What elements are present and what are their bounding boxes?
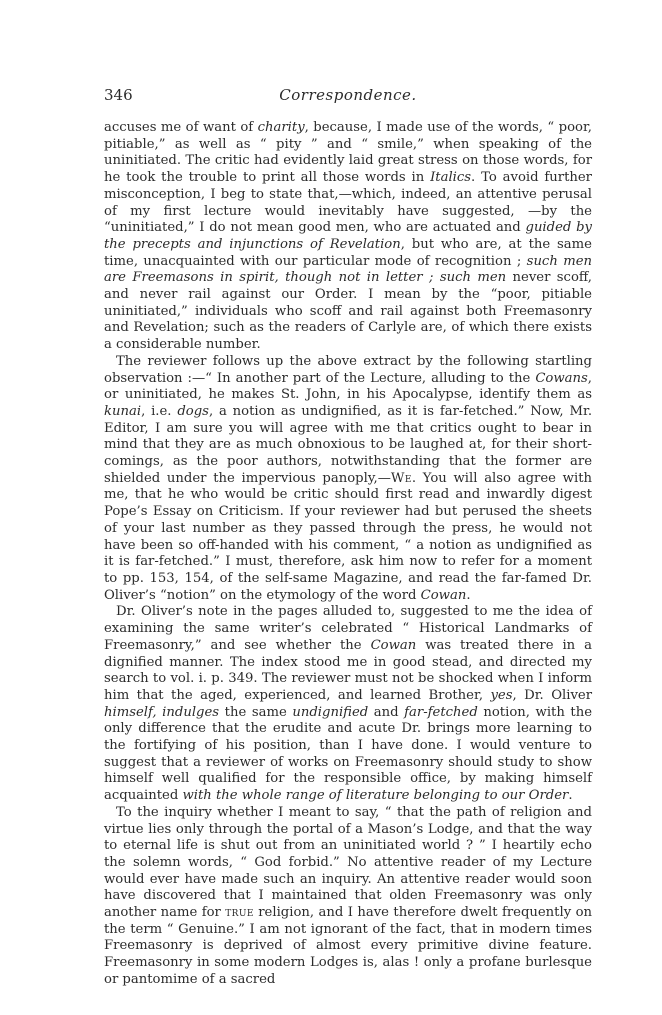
text-run: , because, I made use of the words, “ poor, pitiable,” as well as “ pity ” and “ smile,” when speaking of the uninitiated. The critic had evidently laid great stress on those words, for he took the trouble to print all those words in xyxy=(104,120,592,186)
text-run: , or uninitiated, he makes St. John, in his Apocalypse, identify them as xyxy=(104,370,592,403)
italic-text: Cowan xyxy=(420,587,467,603)
italic-text: undignified xyxy=(292,704,369,720)
italic-text: dogs xyxy=(177,403,209,419)
paragraph xyxy=(104,354,592,605)
small-caps-text: We xyxy=(390,470,412,486)
italic-text: Cowans xyxy=(535,370,588,386)
text-run: , a notion as undignified, as it is far-fetched.” Now, Mr. Editor, I am sure you will agree with me that critics ought to bear in mind that they are as much obnoxious to be laughed at, for their short-comings, as the poor authors, notwithstanding that the former are shielded under the impervious panoply,— xyxy=(104,403,593,486)
page-number: 346 xyxy=(104,86,133,104)
text-run: To the inquiry whether I meant to say, “ that the path of religion and virtue lies only through the portal of a Mason’s Lodge, and that the way to eternal life is shut out from an uninitiated world ? ” I heartily echo the solemn words, “ God forbid.” No attentive reader of my Lecture would ever have made such an inquiry. An attentive reader would soon have discovered that I maintained that olden Freemasonry was only another name for xyxy=(104,804,592,921)
text-run: the same xyxy=(219,704,293,720)
text-run: notion, with the only difference that the erudite and acute Dr. brings more learning to the fortifying of his position, than I have done. I would venture to suggest that a reviewer of works on Freemasonry should study to show himself well qualified for the responsible office, by making himself acquainted xyxy=(104,704,593,804)
body-text xyxy=(104,120,592,989)
text-run: Dr. Oliver’s note in the pages alluded to, suggested to me the idea of examining the same writer’s celebrated “ Historical Landmarks of Freemasonry,” and see whether the xyxy=(104,604,592,653)
paragraph xyxy=(104,120,592,354)
text-run: , Dr. Oliver xyxy=(512,687,592,703)
italic-text: yes xyxy=(490,687,513,703)
text-run: . xyxy=(568,788,573,804)
italic-text: Italics xyxy=(430,170,472,186)
italic-text: with the whole range of literature belonging to our Order xyxy=(182,788,569,804)
paragraph xyxy=(104,604,592,804)
text-run: . xyxy=(466,587,471,603)
text-run: . To avoid further misconception, I beg to state that,—which, indeed, an attentive perusal of my first lecture would inevitably have suggested, —by the “uninitiated,” I do not mean good men, who are actuated and xyxy=(104,170,592,236)
italic-text: such men are Freemasons in spirit, though not in letter ; such men xyxy=(104,253,592,286)
italic-text: kunai xyxy=(104,403,142,419)
text-run: , i.e. xyxy=(141,403,178,419)
page-header xyxy=(104,86,592,108)
text-run: never scoff, and never rail against our Order. I mean by the “poor, pitiable uninitiated,” individuals who scoff and rail against both Freemasonry and Revelation; such as the readers of Carlyle are, of which there exists a considerable number. xyxy=(104,270,592,353)
italic-text: Cowan xyxy=(370,637,417,653)
italic-text: far-fetched xyxy=(404,704,478,720)
italic-text: guided by the precepts and injunctions of Revelation xyxy=(104,220,592,252)
italic-text: charity xyxy=(257,120,305,135)
text-run: was treated there in a dignified manner. The index stood me in good stead, and directed my search to vol. i. p. 349. The reviewer must not be shocked when I inform him that the aged, experienced, and learned Brother, xyxy=(104,637,592,703)
italic-text: himself, indulges xyxy=(104,704,220,720)
running-title: Correspondence. xyxy=(279,86,417,104)
small-caps-text: true xyxy=(225,905,254,921)
text-run: The reviewer follows up the above extract by the following startling observation :—“ In another part of the Lecture, alluding to the xyxy=(104,353,592,386)
text-run: accuses me of want of xyxy=(104,120,258,135)
text-run: . You will also agree with me, that he who would be critic should first read and inwardly digest Pope’s Essay on Criticism. If your reviewer had but perused the sheets of your last number as they passed through the press, he would not have been so off-handed with his comment, “ a notion as undignified as it is far-fetched.” I must, therefore, ask him now to refer for a moment to pp. 153, 154, of the self-same Magazine, and read the far-famed Dr. Oliver’s “notion” on the etymology of the word xyxy=(104,470,592,603)
text-run: and xyxy=(368,704,405,720)
text-run: religion, and I have therefore dwelt frequently on the term “ Genuine.” I am not ignorant of the fact, that in modern times Freemasonry is deprived of almost every primitive divine feature. Freemasonry in some modern Lodges is, alas ! only a profane burlesque or pantomime of a sacred xyxy=(104,905,593,987)
paragraph xyxy=(104,805,592,989)
text-run: , but who are, at the same time, unacquainted with our particular mode of recognition ; xyxy=(104,236,592,269)
